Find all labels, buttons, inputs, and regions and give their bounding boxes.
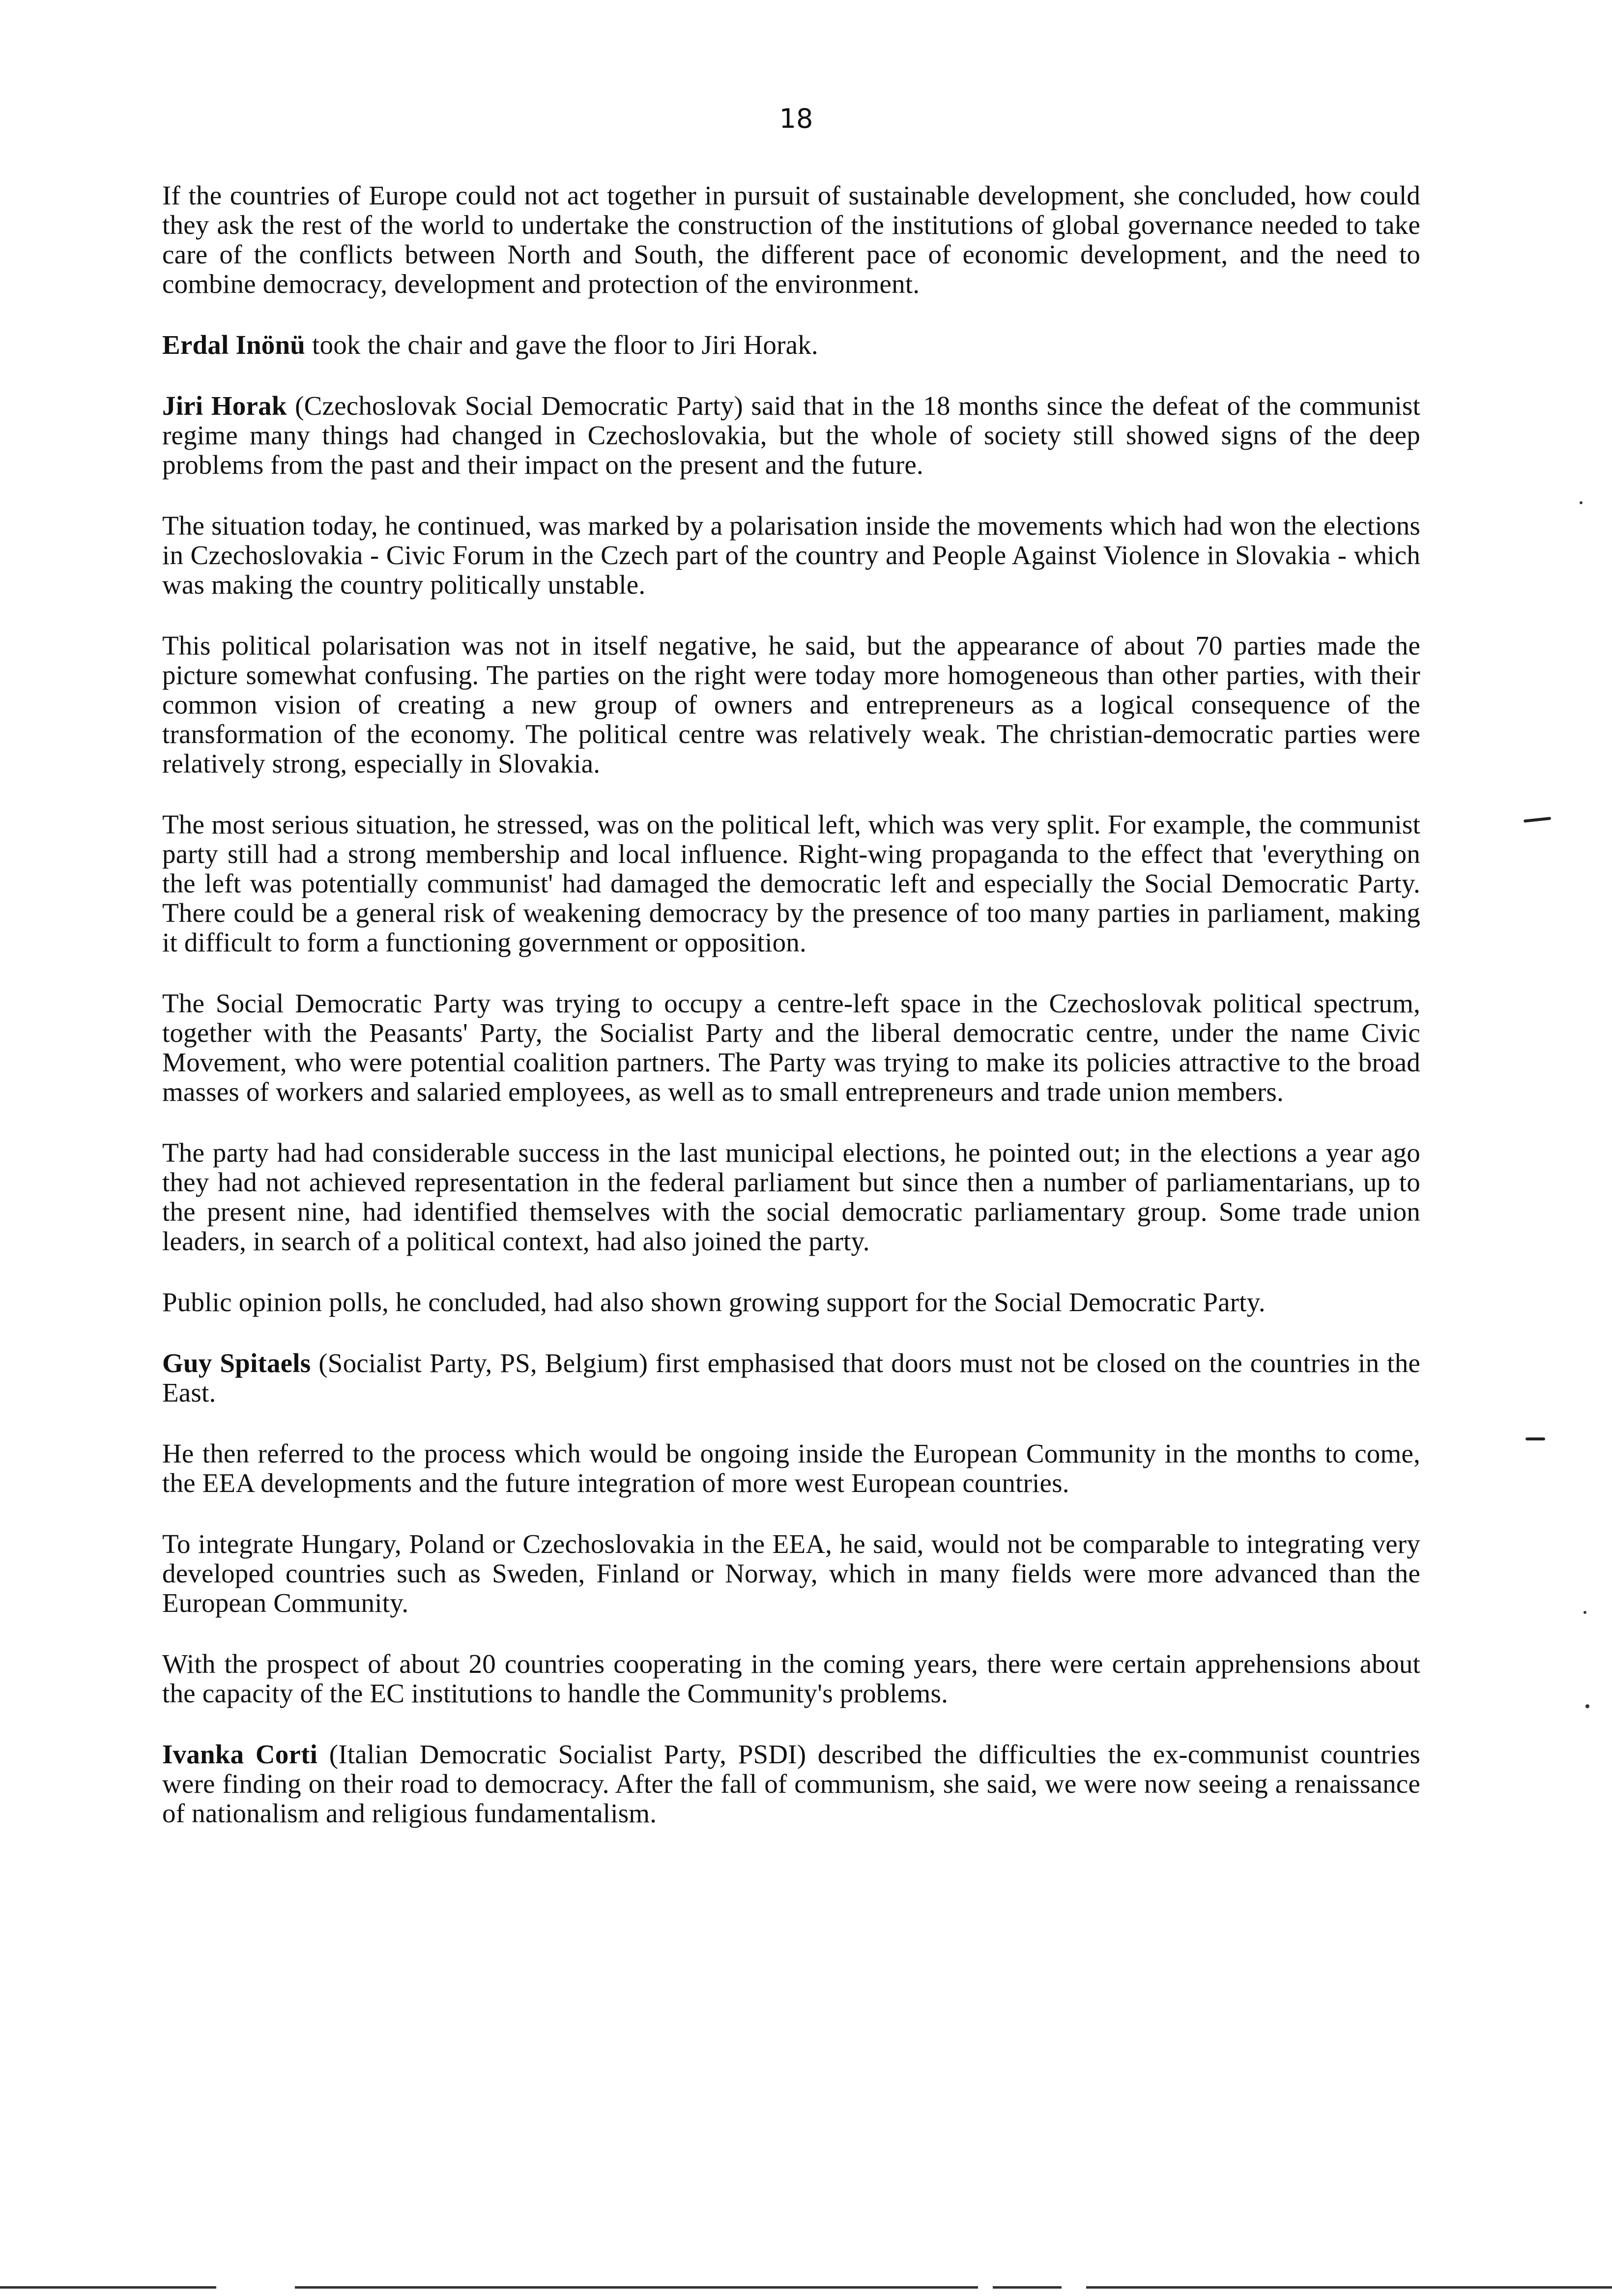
margin-dash-mark [1526,1437,1545,1440]
paragraph [162,1439,1420,1498]
paragraph [162,511,1420,600]
margin-dot-mark [1583,1611,1586,1614]
paragraph-text: The most serious situation, he stressed, was on the political left, which was very split. For example, the communist party still had a strong membership and local influence. Right-wing propaganda to the effect that 'everything on the left was potentially communist' had damaged the democratic left and especially the Social Democratic Party. There could be a general risk of weakening democracy by the presence of too many parties in parliament, making it difficult to form a functioning government or opposition. [162,809,1420,957]
bottom-edge-line [295,2286,978,2289]
paragraph [162,1349,1420,1407]
body-text [162,181,1420,1860]
paragraph [162,1138,1420,1256]
paragraph-text: To integrate Hungary, Poland or Czechoslovakia in the EEA, he said, would not be comparable to integrating very developed countries such as Sweden, Finland or Norway, which in many fields were more advanced than the European Community. [162,1529,1420,1618]
paragraph [162,391,1420,480]
bottom-edge-line [993,2286,1062,2289]
paragraph-text: (Italian Democratic Socialist Party, PSDI) described the difficulties the ex-communist countries were finding on their road to democracy. After the fall of communism, she said, we were now seeing a renaissance of nationalism and religious fundamentalism. [162,1739,1420,1828]
paragraph-text: He then referred to the process which would be ongoing inside the European Community in the months to come, the EEA developments and the future integration of more west European countries. [162,1438,1420,1498]
paragraph [162,181,1420,299]
paragraph [162,1288,1420,1317]
speaker-name: Guy Spitaels [162,1348,311,1378]
paragraph [162,1649,1420,1708]
speaker-name: Erdal Inönü [162,330,306,360]
margin-dot-mark [1580,501,1583,504]
paragraph [162,330,1420,360]
paragraph-text: The situation today, he continued, was marked by a polarisation inside the movements which had won the elections in Czechoslovakia - Civic Forum in the Czech part of the country and People Against Violence in Slovakia - which was making the country politically unstable. [162,511,1420,600]
margin-dot-mark [1585,1704,1589,1708]
paragraph-text: (Socialist Party, PS, Belgium) first emphasised that doors must not be closed on the countries in the East. [162,1348,1420,1407]
speaker-name: Ivanka Corti [162,1739,318,1769]
page-number: 18 [779,103,813,134]
paragraph [162,631,1420,778]
paragraph-text: took the chair and gave the floor to Jiri Horak. [305,330,818,360]
paragraph-text: With the prospect of about 20 countries cooperating in the coming years, there were certain apprehensions about the capacity of the EC institutions to handle the Community's problems. [162,1649,1420,1708]
bottom-edge-line [1086,2286,1612,2289]
speaker-name: Jiri Horak [162,391,287,421]
paragraph-text: (Czechoslovak Social Democratic Party) said that in the 18 months since the defeat of the communist regime many things had changed in Czechoslovakia, but the whole of society still showed signs of the deep problems from the past and their impact on the present and the future. [162,391,1420,480]
paragraph [162,1529,1420,1618]
paragraph [162,989,1420,1107]
paragraph-text: This political polarisation was not in itself negative, he said, but the appearance of about 70 parties made the picture somewhat confusing. The parties on the right were today more homogeneous than other parties, with their common vision of creating a new group of owners and entrepreneurs as a logical consequence of the transformation of the economy. The political centre was relatively weak. The christian-democratic parties were relatively strong, especially in Slovakia. [162,631,1420,778]
paragraph-text: The party had had considerable success in the last municipal elections, he pointed out; in the elections a year ago they had not achieved representation in the federal parliament but since then a number of parliamentarians, up to the present nine, had identified themselves with the social democratic parliamentary group. Some trade union leaders, in search of a political context, had also joined the party. [162,1138,1420,1256]
paragraph-text: The Social Democratic Party was trying to occupy a centre-left space in the Czechoslovak political spectrum, together with the Peasants' Party, the Socialist Party and the liberal democratic centre, under the name Civic Movement, who were potential coalition partners. The Party was trying to make its policies attractive to the broad masses of workers and salaried employees, as well as to small entrepreneurs and trade union members. [162,988,1420,1107]
bottom-edge-line [0,2286,216,2289]
paragraph [162,810,1420,957]
paragraph-text: Public opinion polls, he concluded, had also shown growing support for the Social Democratic Party. [162,1287,1266,1317]
paragraph [162,1740,1420,1828]
paragraph-text: If the countries of Europe could not act together in pursuit of sustainable development, she concluded, how could they ask the rest of the world to undertake the construction of the institutions of global governance needed to take care of the conflicts between North and South, the different pace of economic development, and the need to combine democracy, development and protection of the environment. [162,180,1420,299]
margin-dash-mark [1524,817,1551,823]
